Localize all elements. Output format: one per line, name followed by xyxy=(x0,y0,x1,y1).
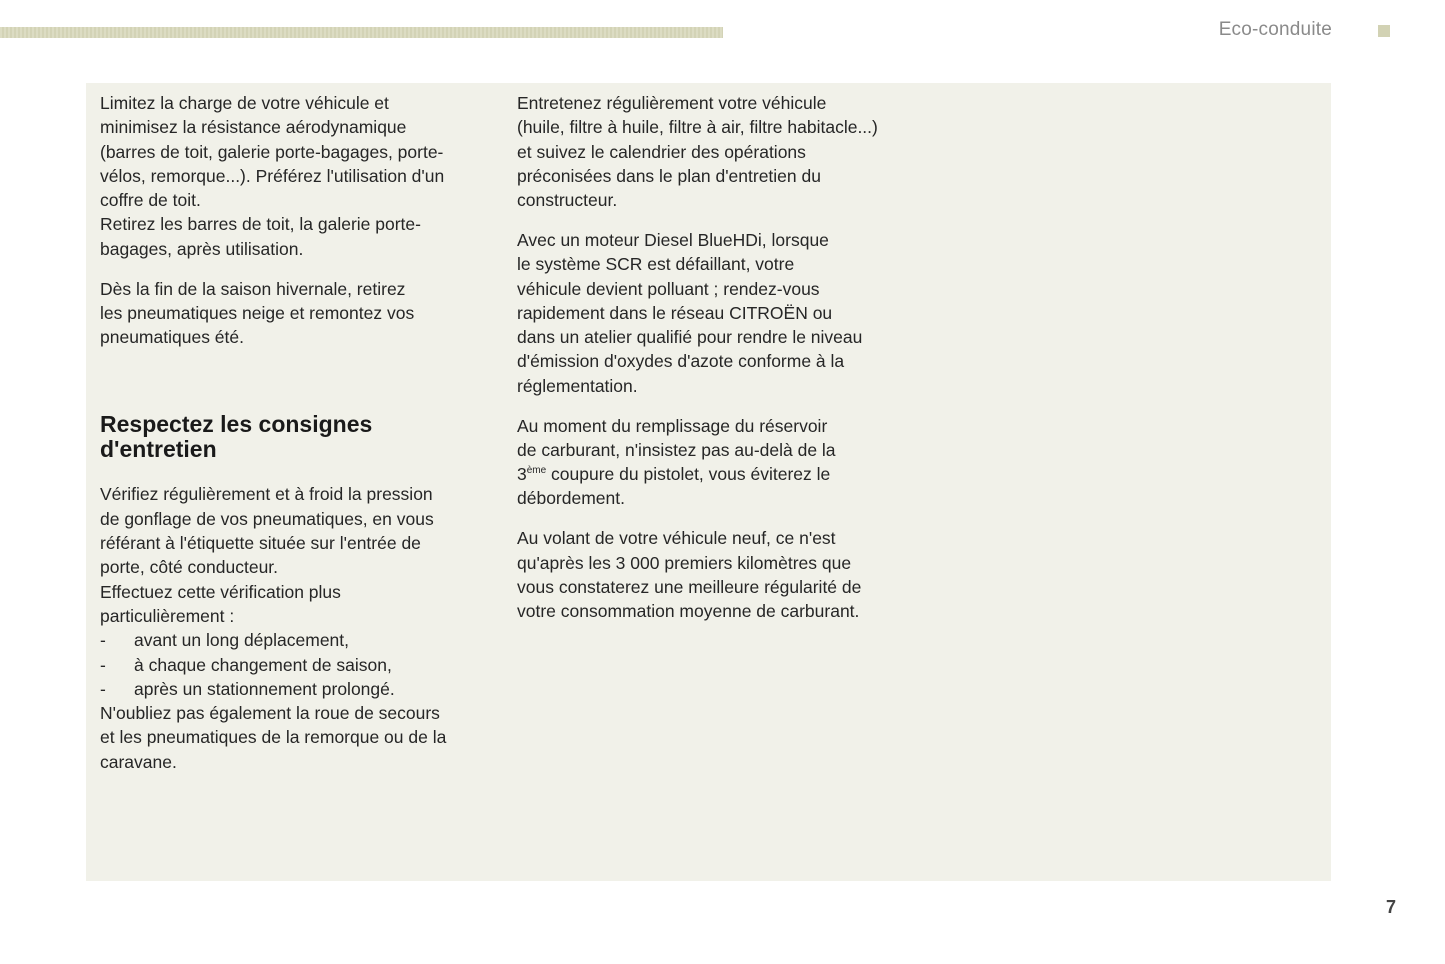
text-line: préconisées dans le plan d'entretien du xyxy=(517,165,821,186)
text-line: d'émission d'oxydes d'azote conforme à la xyxy=(517,351,845,372)
paragraph-new-vehicle xyxy=(517,526,917,623)
text-line: pneumatiques été. xyxy=(100,327,244,348)
header-decorative-bar xyxy=(0,27,723,38)
text-line: référant à l'étiquette située sur l'entrée de xyxy=(100,533,421,554)
text-line: Dès la fin de la saison hivernale, retirez xyxy=(100,278,406,299)
text-line: porte, côté conducteur. xyxy=(100,557,279,578)
text-line: débordement. xyxy=(517,488,625,509)
text-line: (huile, filtre à huile, filtre à air, filtre habitacle...) xyxy=(517,117,878,138)
text-line: Retirez les barres de toit, la galerie porte- xyxy=(100,214,421,235)
text-line: de carburant, n'insistez pas au-delà de la xyxy=(517,439,836,460)
section-marker-square xyxy=(1378,25,1390,37)
text-line: vélos, remorque...). Préférez l'utilisation d'un xyxy=(100,165,445,186)
text-line: dans un atelier qualifié pour rendre le niveau xyxy=(517,327,863,348)
text-line: et suivez le calendrier des opérations xyxy=(517,141,806,162)
paragraph-load-reduction xyxy=(100,91,480,261)
text-line: qu'après les 3 000 premiers kilomètres que xyxy=(517,552,852,573)
list-item-text: après un stationnement prolongé. xyxy=(134,678,395,699)
text-line: constructeur. xyxy=(517,190,618,211)
text-line: N'oubliez pas également la roue de secours xyxy=(100,703,440,724)
text-line: bagages, après utilisation. xyxy=(100,238,304,259)
list-item xyxy=(100,628,480,652)
text-line: particulièrement : xyxy=(100,605,235,626)
paragraph-refuelling xyxy=(517,414,917,511)
text-line: de gonflage de vos pneumatiques, en vous xyxy=(100,508,434,529)
right-column xyxy=(517,91,917,639)
section-title: Eco-conduite xyxy=(1218,19,1332,40)
list-item xyxy=(100,653,480,677)
text-line: Limitez la charge de votre véhicule et xyxy=(100,93,389,113)
text-line: coffre de toit. xyxy=(100,190,201,211)
text-line: caravane. xyxy=(100,751,177,772)
section-heading xyxy=(100,412,480,461)
text-line: véhicule devient polluant ; rendez-vous xyxy=(517,278,820,299)
list-item-text: à chaque changement de saison, xyxy=(134,654,392,675)
ordinal-suffix: ème xyxy=(526,465,547,477)
paragraph-tyre-pressure xyxy=(100,482,480,774)
text-line: Effectuez cette vérification plus xyxy=(100,581,341,602)
list-item xyxy=(100,677,480,701)
text-line: les pneumatiques neige et remontez vos xyxy=(100,302,415,323)
paragraph-maintenance xyxy=(517,91,917,212)
text-line: votre consommation moyenne de carburant. xyxy=(517,601,860,622)
heading-line: Respectez les consignes xyxy=(100,411,373,438)
text-line: minimisez la résistance aérodynamique xyxy=(100,117,407,138)
page-number: 7 xyxy=(1386,897,1397,917)
text-line-with-superscript xyxy=(517,462,917,486)
text-line: et les pneumatiques de la remorque ou de la xyxy=(100,727,447,748)
text-line: Avec un moteur Diesel BlueHDi, lorsque xyxy=(517,229,829,250)
text-line: Entretenez régulièrement votre véhicule xyxy=(517,93,827,113)
list-item-text: avant un long déplacement, xyxy=(134,630,350,651)
content-panel xyxy=(86,83,1331,881)
list-marker: - xyxy=(100,654,106,675)
text-line: Vérifiez régulièrement et à froid la pression xyxy=(100,484,433,505)
text-line: Au volant de votre véhicule neuf, ce n'est xyxy=(517,528,836,549)
ordinal-number: 3 xyxy=(517,464,527,485)
paragraph-winter-tyres xyxy=(100,277,480,350)
list-marker: - xyxy=(100,678,106,699)
left-column xyxy=(100,91,480,790)
text-line: réglementation. xyxy=(517,375,638,396)
text-fragment: coupure du pistolet, vous éviterez le xyxy=(546,464,831,485)
paragraph-bluehdi xyxy=(517,228,917,398)
text-line: rapidement dans le réseau CITROËN ou xyxy=(517,302,833,323)
text-line: le système SCR est défaillant, votre xyxy=(517,254,795,275)
text-line: Au moment du remplissage du réservoir xyxy=(517,415,828,436)
text-line: vous constaterez une meilleure régularité de xyxy=(517,576,862,597)
list-marker: - xyxy=(100,630,106,651)
heading-line: d'entretien xyxy=(100,435,217,462)
text-line: (barres de toit, galerie porte-bagages, porte- xyxy=(100,141,444,162)
